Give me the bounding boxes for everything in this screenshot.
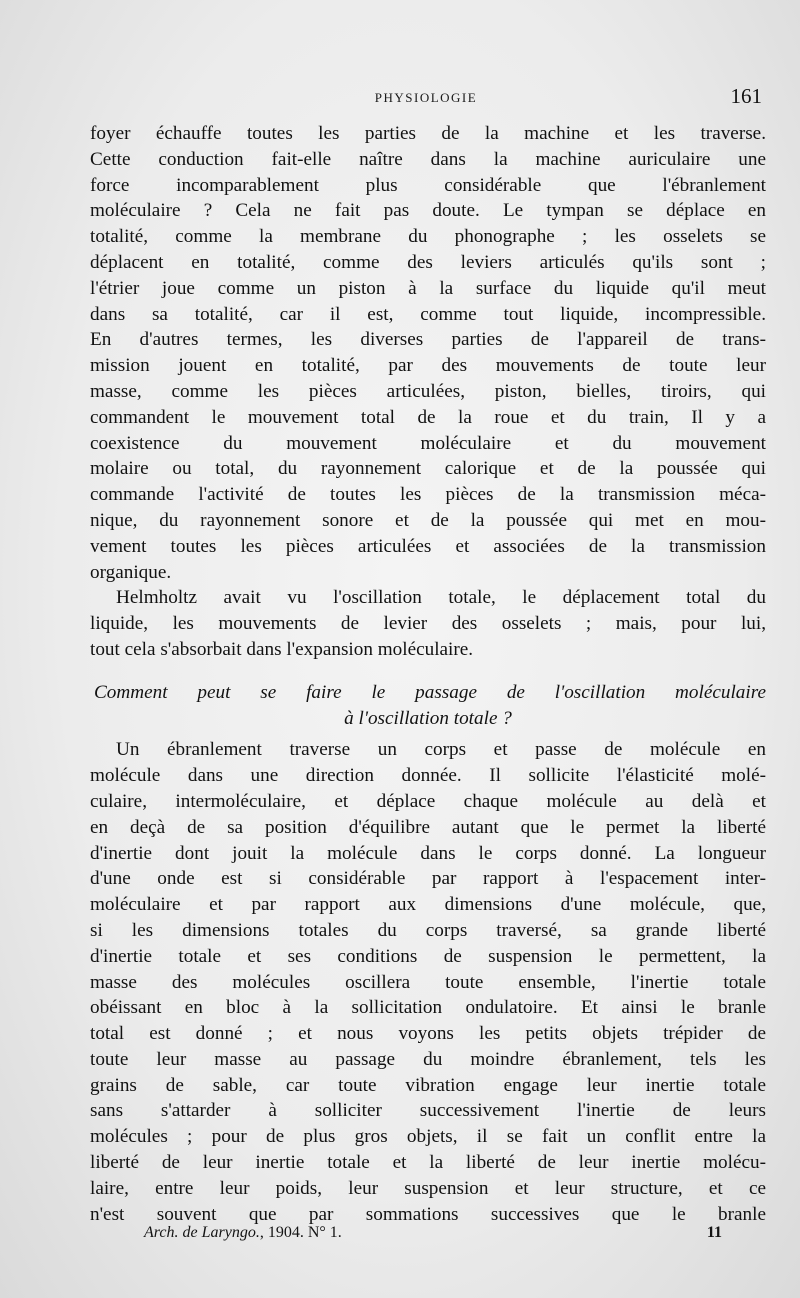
text-line: commande l'activité de toutes les pièces de la transmission méca- [90, 484, 766, 506]
journal-name: Arch. de Laryngo. [144, 1224, 260, 1241]
section-title-line: à l'oscillation totale ? [344, 707, 512, 729]
text-line: l'étrier joue comme un piston à la surface du liquide qu'il meut [90, 277, 766, 299]
text-line: liquide, les mouvements de levier des osselets ; mais, pour lui, [90, 613, 766, 635]
text-line: grains de sable, car toute vibration engage leur inertie totale [90, 1074, 766, 1096]
text-line: masse des molécules oscillera toute ensemble, l'inertie totale [90, 971, 766, 993]
text-line: d'inertie dont jouit la molécule dans le corps donné. La longueur [90, 842, 766, 864]
text-line: molécule dans une direction donnée. Il sollicite l'élasticité molé- [90, 765, 766, 787]
footer-citation [144, 1224, 342, 1242]
journal-issue: , 1904. N° 1. [259, 1224, 342, 1241]
text-line: n'est souvent que par sommations successives que le branle [90, 1203, 766, 1225]
text-line: sans s'attarder à solliciter successivement l'inertie de leurs [90, 1100, 766, 1122]
text-line: force incomparablement plus considérable que l'ébranlement [90, 174, 766, 196]
text-line: totalité, comme la membrane du phonographe ; les osselets se [90, 226, 766, 248]
text-line: foyer échauffe toutes les parties de la machine et les traverse. [90, 123, 766, 144]
text-line: moléculaire et par rapport aux dimensions d'une molécule, que, [90, 894, 766, 916]
text-line: culaire, intermoléculaire, et déplace chaque molécule au delà et [90, 790, 766, 812]
text-line: d'une onde est si considérable par rapport à l'espacement inter- [90, 868, 766, 890]
page-number: 161 [730, 84, 762, 108]
text-line: toute leur masse au passage du moindre ébranlement, tels les [90, 1048, 766, 1070]
text-line: vement toutes les pièces articulées et associées de la transmission [90, 535, 766, 557]
text-line: En d'autres termes, les diverses parties de l'appareil de trans- [90, 329, 766, 351]
signature-mark: 11 [706, 1224, 722, 1241]
running-title: PHYSIOLOGIE [374, 90, 478, 105]
paragraph-3 [90, 737, 766, 1227]
text-line: liberté de leur inertie totale et la liberté de leur inertie molécu- [90, 1152, 766, 1174]
text-line: nique, du rayonnement sonore et de la poussée qui met en mou- [90, 509, 766, 531]
running-head [90, 84, 762, 110]
text-line: mission jouent en totalité, par des mouvements de toute leur [90, 355, 766, 377]
text-line: Un ébranlement traverse un corps et passe de molécule en [116, 739, 766, 761]
text-line: déplacent en totalité, comme des leviers articulés qu'ils sont ; [90, 251, 766, 273]
text-line: en deçà de sa position d'équilibre autant que le permet la liberté [90, 816, 766, 838]
body-text [90, 121, 766, 1227]
text-line: d'inertie totale et ses conditions de suspension le permettent, la [90, 945, 766, 967]
text-line: laire, entre leur poids, leur suspension et leur structure, et ce [90, 1177, 766, 1199]
text-line: molécules ; pour de plus gros objets, il se fait un conflit entre la [90, 1126, 766, 1148]
text-line: masse, comme les pièces articulées, piston, bielles, tiroirs, qui [90, 380, 766, 402]
paragraph-1 [90, 121, 766, 585]
footer [144, 1224, 722, 1248]
text-line: dans sa totalité, car il est, comme tout liquide, incompressible. [90, 303, 766, 325]
text-line: tout cela s'absorbait dans l'expansion moléculaire. [90, 638, 474, 660]
text-line: obéissant en bloc à la sollicitation ondulatoire. Et ainsi le branle [90, 997, 766, 1019]
section-title-line: Comment peut se faire le passage de l'oscillation moléculaire [94, 681, 766, 703]
text-line: Cette conduction fait-elle naître dans la machine auriculaire une [90, 148, 766, 170]
text-line: coexistence du mouvement moléculaire et du mouvement [90, 432, 766, 454]
text-line: total est donné ; et nous voyons les petits objets trépider de [90, 1023, 766, 1045]
section-title [90, 680, 766, 732]
text-line: moléculaire ? Cela ne fait pas doute. Le tympan se déplace en [90, 200, 766, 222]
text-line: organique. [90, 561, 172, 583]
text-line: si les dimensions totales du corps traversé, sa grande liberté [90, 919, 766, 941]
text-line: Helmholtz avait vu l'oscillation totale, le déplacement total du [116, 587, 766, 609]
text-line: molaire ou total, du rayonnement calorique et de la poussée qui [90, 458, 766, 480]
paragraph-2 [90, 585, 766, 662]
text-line: commandent le mouvement total de la roue et du train, Il y a [90, 406, 766, 428]
